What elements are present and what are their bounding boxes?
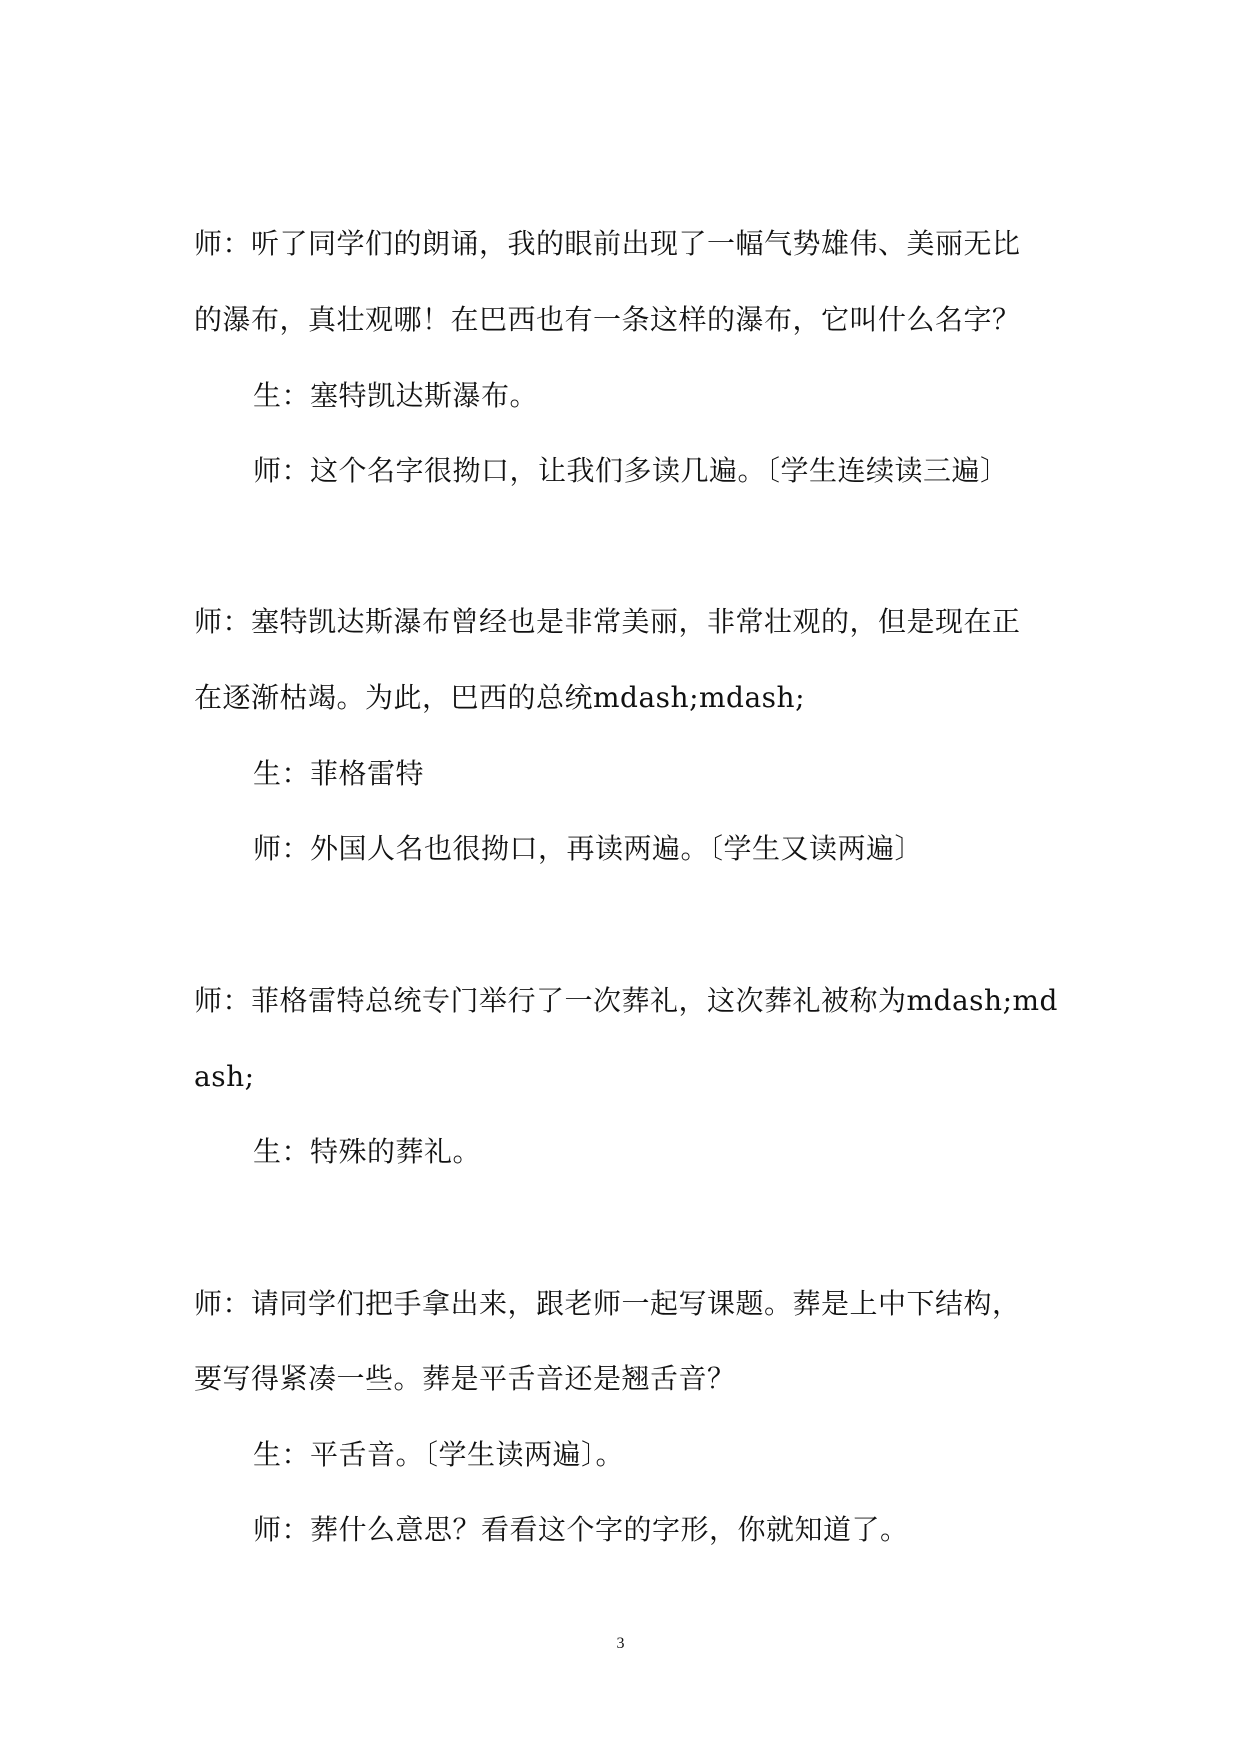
text-line: 生：塞特凯达斯瀑布。: [253, 379, 539, 412]
text-line: 师：塞特凯达斯瀑布曾经也是非常美丽，非常壮观的，但是现在正: [194, 605, 1021, 638]
text-line: 生：平舌音。〔学生读两遍〕。: [253, 1438, 625, 1471]
text-line: 师：葬什么意思？看看这个字的字形，你就知道了。: [253, 1513, 909, 1546]
page-number: 3: [616, 1635, 625, 1652]
text-line: 师：请同学们把手拿出来，跟老师一起写课题。葬是上中下结构，: [194, 1287, 1021, 1320]
text-line: 师：外国人名也很拗口，再读两遍。〔学生又读两遍〕: [253, 832, 924, 865]
text-line: 要写得紧凑一些。葬是平舌音还是翘舌音？: [194, 1362, 736, 1395]
text-line: 在逐渐枯竭。为此，巴西的总统mdash;mdash;: [194, 681, 806, 714]
text-line: 生：特殊的葬礼。: [253, 1135, 482, 1168]
text-line: 生：菲格雷特: [253, 757, 425, 790]
text-line: 师：听了同学们的朗诵，我的眼前出现了一幅气势雄伟、美丽无比: [194, 227, 1021, 260]
text-line: 的瀑布，真壮观哪！在巴西也有一条这样的瀑布，它叫什么名字？: [194, 303, 1021, 336]
text-line: 师：这个名字很拗口，让我们多读几遍。〔学生连续读三遍〕: [253, 454, 1009, 487]
text-line: ash;: [194, 1060, 255, 1093]
text-line: 师：菲格雷特总统专门举行了一次葬礼，这次葬礼被称为mdash;md: [194, 984, 1058, 1017]
